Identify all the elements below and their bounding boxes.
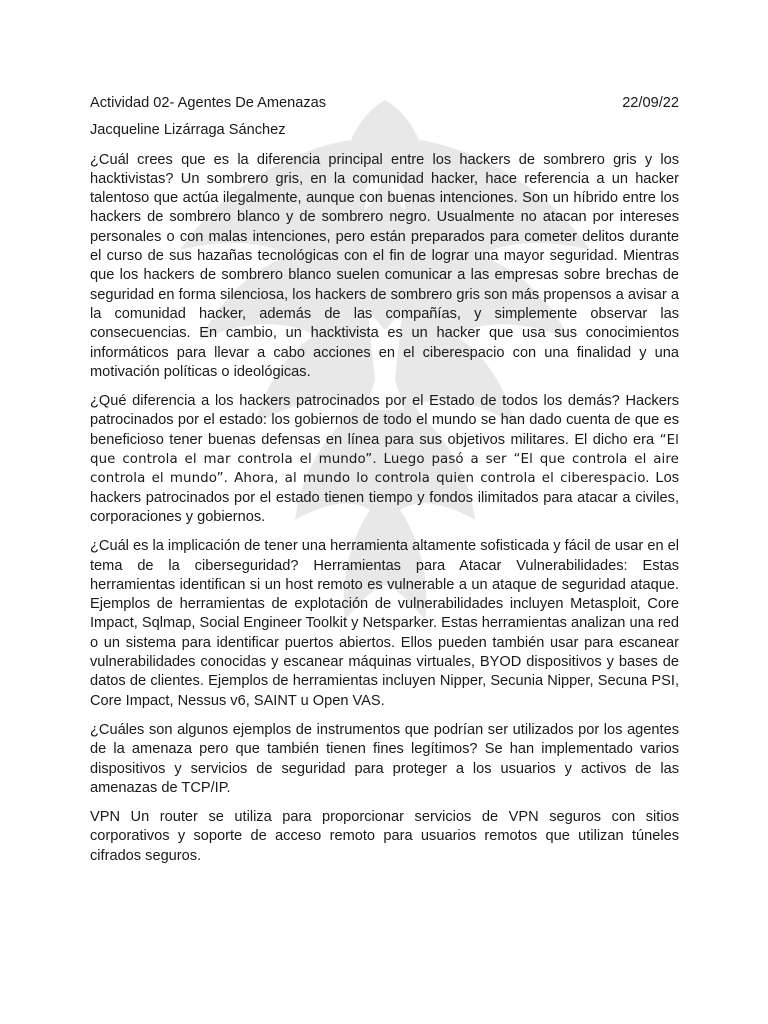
paragraph-gray-hat: ¿Cuál crees que es la diferencia principal entre los hackers de sombrero gris y los hacktivistas? Un sombrero gris, en la comunidad hacker, hace referencia a un hacker talentoso que actúa ilegalmente, aunque con buenas intenciones. Son un híbrido entre los hackers de sombrero blanco y de sombrero negro. Usualmente no atacan por intereses personales o con malas intenciones, pero están preparados para cometer delitos durante el curso de sus hazañas tecnológicas con el fin de lograr una mayor seguridad. Mientras que los hackers de sombrero blanco suelen comunicar a las empresas sobre brechas de seguridad en forma silenciosa, los hackers de sombrero gris son más propensos a avisar a la comunidad hacker, además de las compañías, y simplemente observar las consecuencias. En cambio, un hacktivista es un hacker que usa sus conocimientos informáticos para llevar a cabo acciones en el ciberespacio con una finalidad y una motivación políticas o ideológicas. <box>90 151 679 380</box>
paragraph-state-sponsored-part1: ¿Qué diferencia a los hackers patrocinados por el Estado de todos los demás? Hackers patrocinados por el estado: los gobiernos de todo el mundo se han dado cuenta de que es beneficioso tener buenas defensas en línea para sus objetivos militares. El dicho era <box>90 393 679 448</box>
paragraph-state-sponsored-quote: “El que controla el mar controla el mundo”. Luego pasó a ser “El que controla el aire controla el mundo”. Ahora, al mundo lo controla quien controla el ciberespacio. <box>90 432 679 487</box>
document-date: 22/09/22 <box>622 95 679 111</box>
paragraph-vpn: VPN Un router se utiliza para proporcionar servicios de VPN seguros con sitios corporativos y soporte de acceso remoto para usuarios remotos que utilizan túneles cifrados seguros. <box>90 809 679 864</box>
document-header <box>90 94 679 113</box>
paragraph-state-sponsored <box>90 392 679 527</box>
paragraph-state-sponsored-part3: Los hackers patrocinados por el estado tienen tiempo y fondos ilimitados para atacar a civiles, corporaciones y gobiernos. <box>90 470 679 525</box>
paragraph-legitimate-instruments: ¿Cuáles son algunos ejemplos de instrumentos que podrían ser utilizados por los agentes de la amenaza pero que también tienen fines legítimos? Se han implementado varios dispositivos y servicios de seguridad para proteger a los usuarios y activos de las amenazas de TCP/IP. <box>90 721 679 796</box>
document-title: Actividad 02- Agentes De Amenazas <box>90 95 327 111</box>
author-name: Jacqueline Lizárraga Sánchez <box>90 122 286 139</box>
paragraph-tools: ¿Cuál es la implicación de tener una herramienta altamente sofisticada y fácil de usar en el tema de la ciberseguridad? Herramientas para Atacar Vulnerabilidades: Estas herramientas identifican si un host remoto es vulnerable a un ataque de seguridad ataque. Ejemplos de herramientas de explotación de vulnerabilidades incluyen Metasploit, Core Impact, Sqlmap, Social Engineer Toolkit y Netsparker. Estas herramientas analizan una red o un sistema para identificar puertos abiertos. Ellos pueden también usar para escanear vulnerabilidades conocidas y escanear máquinas virtuales, BYOD dispositivos y bases de datos de clientes. Ejemplos de herramientas incluyen Nipper, Secunia Nipper, Secuna PSI, Core Impact, Nessus v6, SAINT u Open VAS. <box>90 538 679 709</box>
